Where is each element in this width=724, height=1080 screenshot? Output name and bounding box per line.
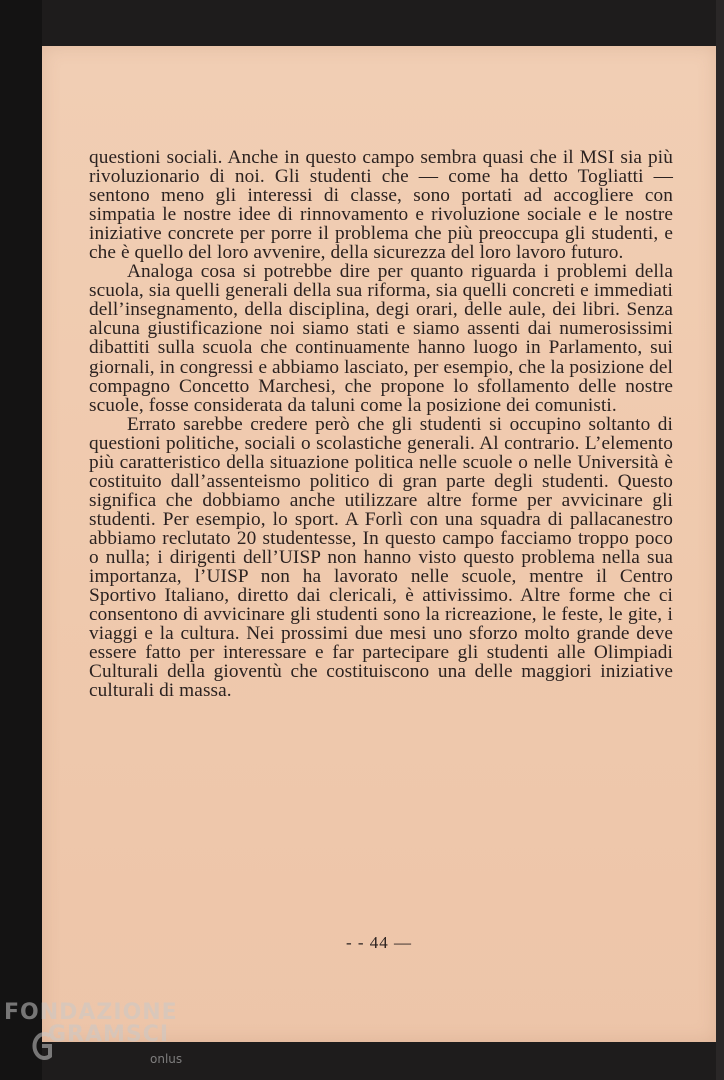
- book-edge-left: [0, 0, 42, 1080]
- watermark-line2: GRAMSCI: [48, 1022, 170, 1047]
- paragraph-3: Errato sarebbe credere però che gli studenti si occupino soltanto di questioni politiche, sociali o scolastiche generali. Al contrario. L’elemento più caratteristico della situazione politica nelle scuole o nelle Università è costituito dall’assenteismo politico di gran parte degli studenti. Questo significa che dobbiamo anche utilizzare altre forme per avvicinare gli studenti. Per esempio, lo sport. A Forlì con una squadra di pallacanestro abbiamo reclutato 20 studentesse, In questo campo facciamo troppo poco o nulla; i dirigenti dell’UISP non hanno visto questo problema nella sua importanza, l’UISP non ha lavorato nelle scuole, mentre il Centro Sportivo Italiano, diretto dai clericali, è attivissimo. Altre forme che ci consentono di avvicinare gli studenti sono la ricreazione, le feste, le gite, i viaggi e la cultura. Nei prossimi due mesi uno sforzo molto grande deve essere fatto per interessare e far partecipare gli studenti alle Olimpiadi Culturali della gioventù che costituiscono una delle maggiori iniziative culturali di massa.: [89, 413, 673, 702]
- paragraph-2: Analoga cosa si potrebbe dire per quanto riguarda i problemi della scuola, sia quelli generali della sua riforma, sia quelli concreti e immediati dell’insegnamento, della disciplina, degi orari, delle aule, dei libri. Senza alcuna giustificazione noi siamo stati e siamo assenti dai numerosissimi dibattiti sulla scuola che continuamente hanno luogo in Parlamento, sui giornali, in congressi e abbiamo lasciato, per esempio, che la posizione del compagno Concetto Marchesi, che propone lo sfollamento delle nostre scuole, fosse considerata da taluni come la posizione dei comunisti.: [89, 261, 673, 416]
- watermark: [4, 998, 194, 1080]
- book-edge-right: [716, 0, 724, 1080]
- scanned-page: [42, 46, 716, 1042]
- page-number: - - 44 —: [345, 933, 413, 952]
- watermark-line1: FONDAZIONE: [4, 1000, 178, 1025]
- body-text: [89, 148, 673, 700]
- watermark-line3: onlus: [150, 1052, 183, 1066]
- paragraph-1: questioni sociali. Anche in questo campo sembra quasi che il MSI sia più rivoluzionario di noi. Gli studenti che — come ha detto Togliatti — sentono meno gli interessi di classe, sono portati ad accogliere con simpatia le nostre idee di rinnovamento e rivoluzione sociale e le nostre iniziative concrete per porre il problema che più preoccupa gli studenti, e che è quello del loro avvenire, della sicurezza del loro lavoro futuro.: [89, 147, 673, 264]
